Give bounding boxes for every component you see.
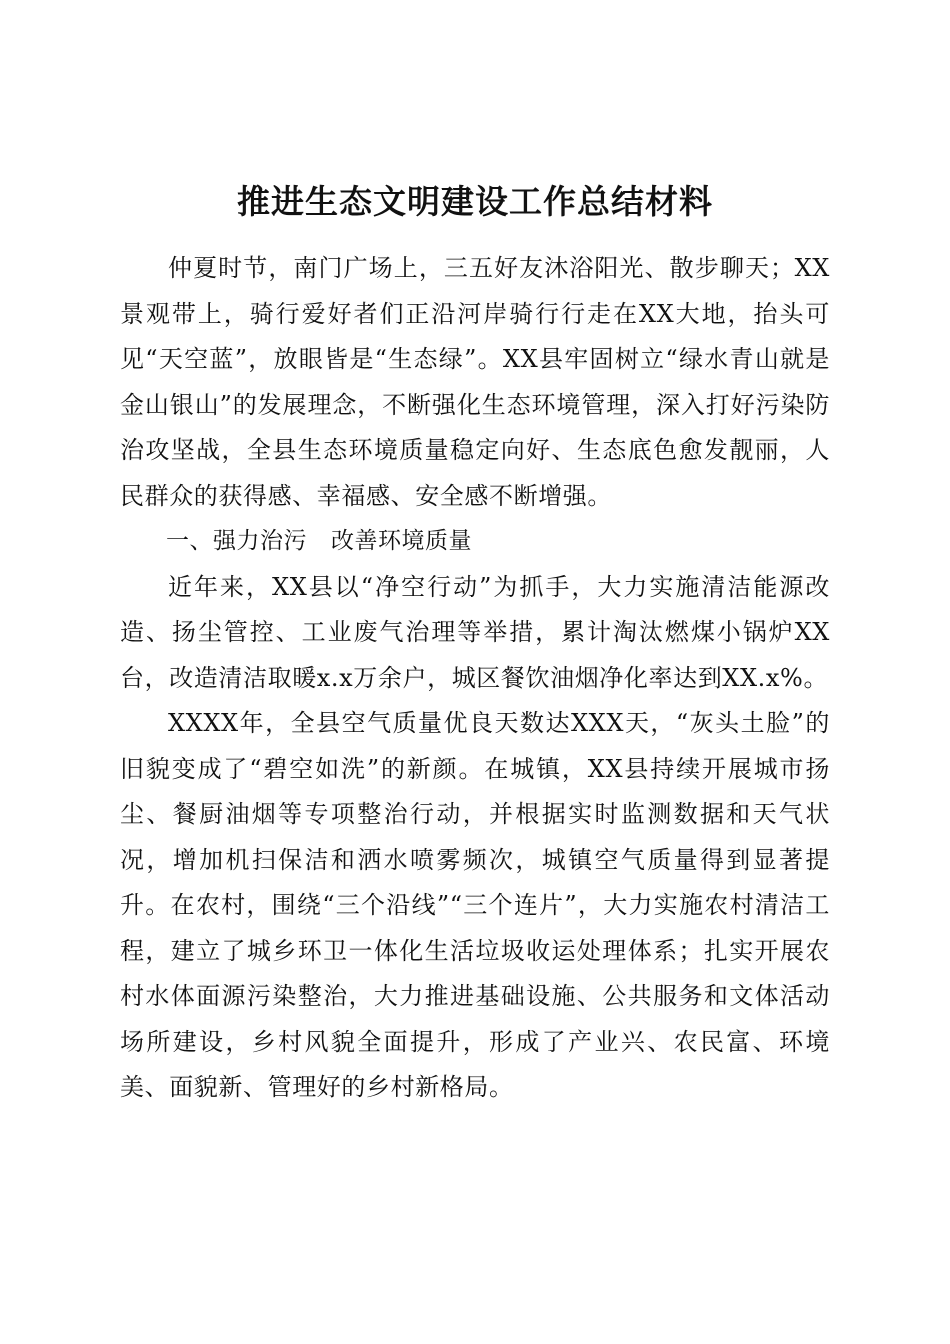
document-title: 推进生态文明建设工作总结材料 (237, 182, 713, 221)
section-paragraph-2: XXXX年，全县空气质量优良天数达XXX天，“灰头土脸”的旧貌变成了“碧空如洗”的新颜。在城镇，XX县持续开展城市扬尘、餐厨油烟等专项整治行动，并根据实时监测数据和天气状况，增加机扫保洁和洒水喷雾频次，城镇空气质量得到显著提升。在农村，围绕“三个沿线”“三个连片”，大力实施农村清洁工程，建立了城乡环卫一体化生活垃圾收运处理体系；扎实开展农村水体面源污染整治，大力推进基础设施、公共服务和文体活动场所建设，乡村风貌全面提升，形成了产业兴、农民富、环境美、面貌新、管理好的乡村新格局。 (120, 709, 830, 1101)
section-heading (120, 519, 830, 565)
section-heading-part-b: 改善环境质量 (331, 528, 472, 554)
intro-paragraph: 仲夏时节，南门广场上，三五好友沐浴阳光、散步聊天；XX景观带上，骑行爱好者们正沿河岸骑行行走在XX大地，抬头可见“天空蓝”，放眼皆是“生态绿”。XX县牢固树立“绿水青山就是金山银山”的发展理念，不断强化生态环境管理，深入打好污染防治攻坚战，全县生态环境质量稳定向好、生态底色愈发靓丽，人民群众的获得感、幸福感、安全感不断增强。 (120, 254, 830, 510)
section-paragraph-1: 近年来，XX县以“净空行动”为抓手，大力实施清洁能源改造、扬尘管控、工业废气治理等举措，累计淘汰燃煤小锅炉XX台，改造清洁取暖x.x万余户，城区餐饮油烟净化率达到XX.x%。 (120, 572, 830, 692)
document-body (120, 246, 830, 1111)
section-heading-part-a: 一、强力治污 (166, 528, 307, 554)
